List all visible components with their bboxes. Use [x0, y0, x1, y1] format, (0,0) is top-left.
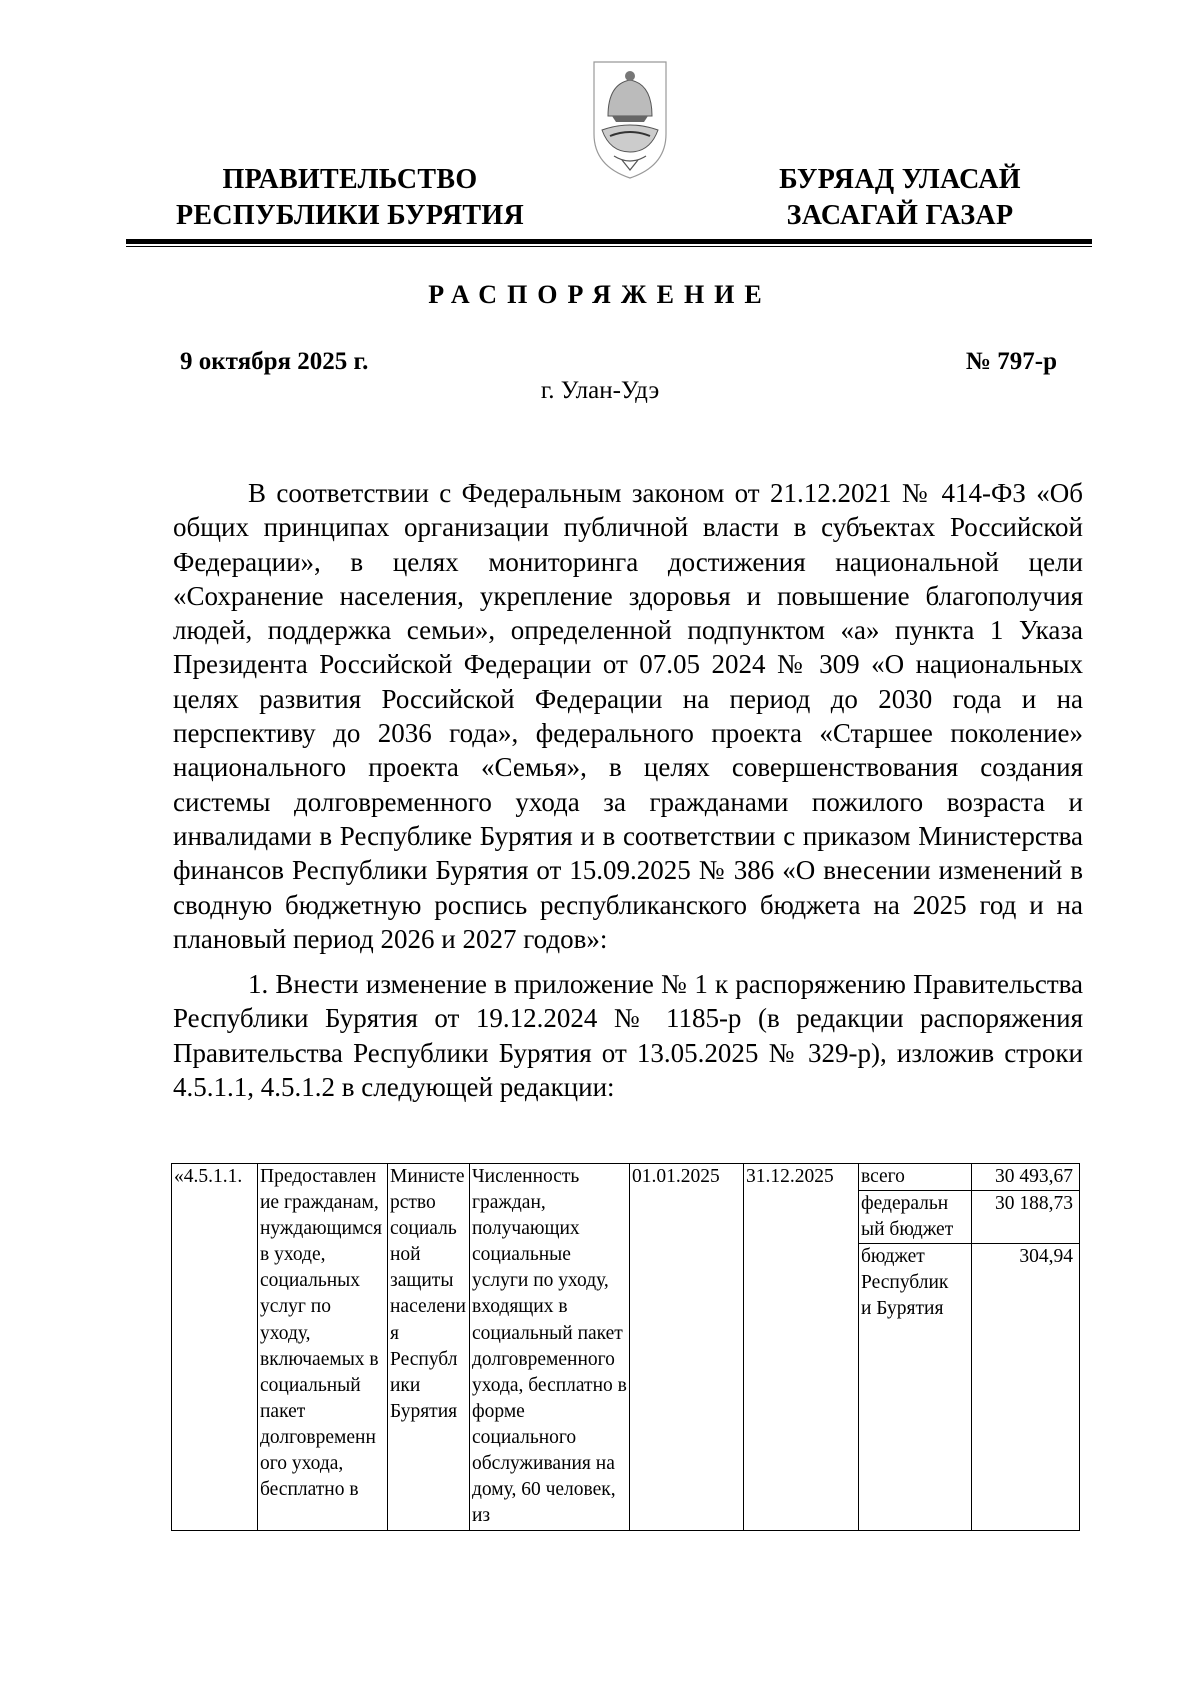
coat-of-arms-icon [588, 56, 672, 182]
responsible-org-cell: Министерство социальной защиты населения Республики Бурятия [388, 1164, 470, 1531]
gov-name-ru-line1: ПРАВИТЕЛЬСТВО [222, 164, 478, 195]
row-code-cell: «4.5.1.1. [172, 1164, 258, 1531]
gov-name-bua-line1: БУРЯАД УЛАСАЙ [779, 164, 1021, 195]
funding-source-text: федеральный бюджет [861, 1193, 954, 1241]
header-left [150, 162, 550, 234]
start-date-cell: 01.01.2025 [630, 1164, 744, 1531]
header-divider-thin [126, 246, 1092, 247]
document-city: г. Улан-Удэ [540, 377, 660, 404]
funding-source-text: бюджет Республики Бурятия [861, 1246, 949, 1320]
end-date-cell: 31.12.2025 [744, 1164, 859, 1531]
gov-name-ru-line2: РЕСПУБЛИКИ БУРЯТИЯ [176, 200, 524, 231]
funding-amount-cell: 30 188,73 [972, 1191, 1080, 1244]
measure-name-cell: Предоставление гражданам, нуждающимся в уходе, социальных услуг по уходу, включаемых в социальный пакет долговременного ухода, бесплатно в [258, 1164, 388, 1531]
document-type: РАСПОРЯЖЕНИЕ [428, 280, 772, 309]
indicator-cell: Численность граждан, получающих социальные услуги по уходу, входящих в социальный пакет долговременного ухода, бесплатно в форме социального обслуживания на дому, 60 человек, из [470, 1164, 630, 1531]
funding-source-cell [859, 1244, 972, 1531]
funding-amount-cell: 30 493,67 [972, 1164, 1080, 1191]
document-number: № 797-р [965, 348, 1057, 375]
table-row [172, 1164, 1080, 1191]
clause-1-paragraph: 1. Внести изменение в приложение № 1 к распоряжению Правительства Республики Бурятия от 19.12.2024 № 1185-р (в редакции распоряжения Правительства Республики Бурятия от 13.05.2025 № 329-р), изложив строки 4.5.1.1, 4.5.1.2 в следующей редакции: [173, 969, 1083, 1102]
amendment-table [171, 1163, 1080, 1531]
funding-amount-cell: 304,94 [972, 1244, 1080, 1531]
funding-source-cell [859, 1191, 972, 1244]
gov-name-bua-line2: ЗАСАГАЙ ГАЗАР [786, 200, 1014, 231]
header-divider-thick [126, 239, 1092, 244]
funding-source-cell: всего [859, 1164, 972, 1191]
document-date: 9 октября 2025 г. [180, 348, 369, 375]
preamble-paragraph: В соответствии с Федеральным законом от 21.12.2021 № 414-ФЗ «Об общих принципах организации публичной власти в субъектах Российской Федерации», в целях мониторинга достижения национальной цели «Сохранение населения, укрепление здоровья и повышение благополучия людей, поддержка семьи», определенной подпунктом «а» пункта 1 Указа Президента Российской Федерации от 07.05 2024 № 309 «О национальных целях развития Российской Федерации на период до 2030 года и на перспективу до 2036 года», федерального проекта «Старшее поколение» национального проекта «Семья», в целях совершенствования создания системы долговременного ухода за гражданами пожилого возраста и инвалидами в Республике Бурятия и в соответствии с приказом Министерства финансов Республики Бурятия от 15.09.2025 № 386 «О внесении изменений в сводную бюджетную роспись республиканского бюджета на 2025 год и на плановый период 2026 и 2027 годов»: [173, 478, 1083, 954]
header-right [730, 162, 1070, 234]
